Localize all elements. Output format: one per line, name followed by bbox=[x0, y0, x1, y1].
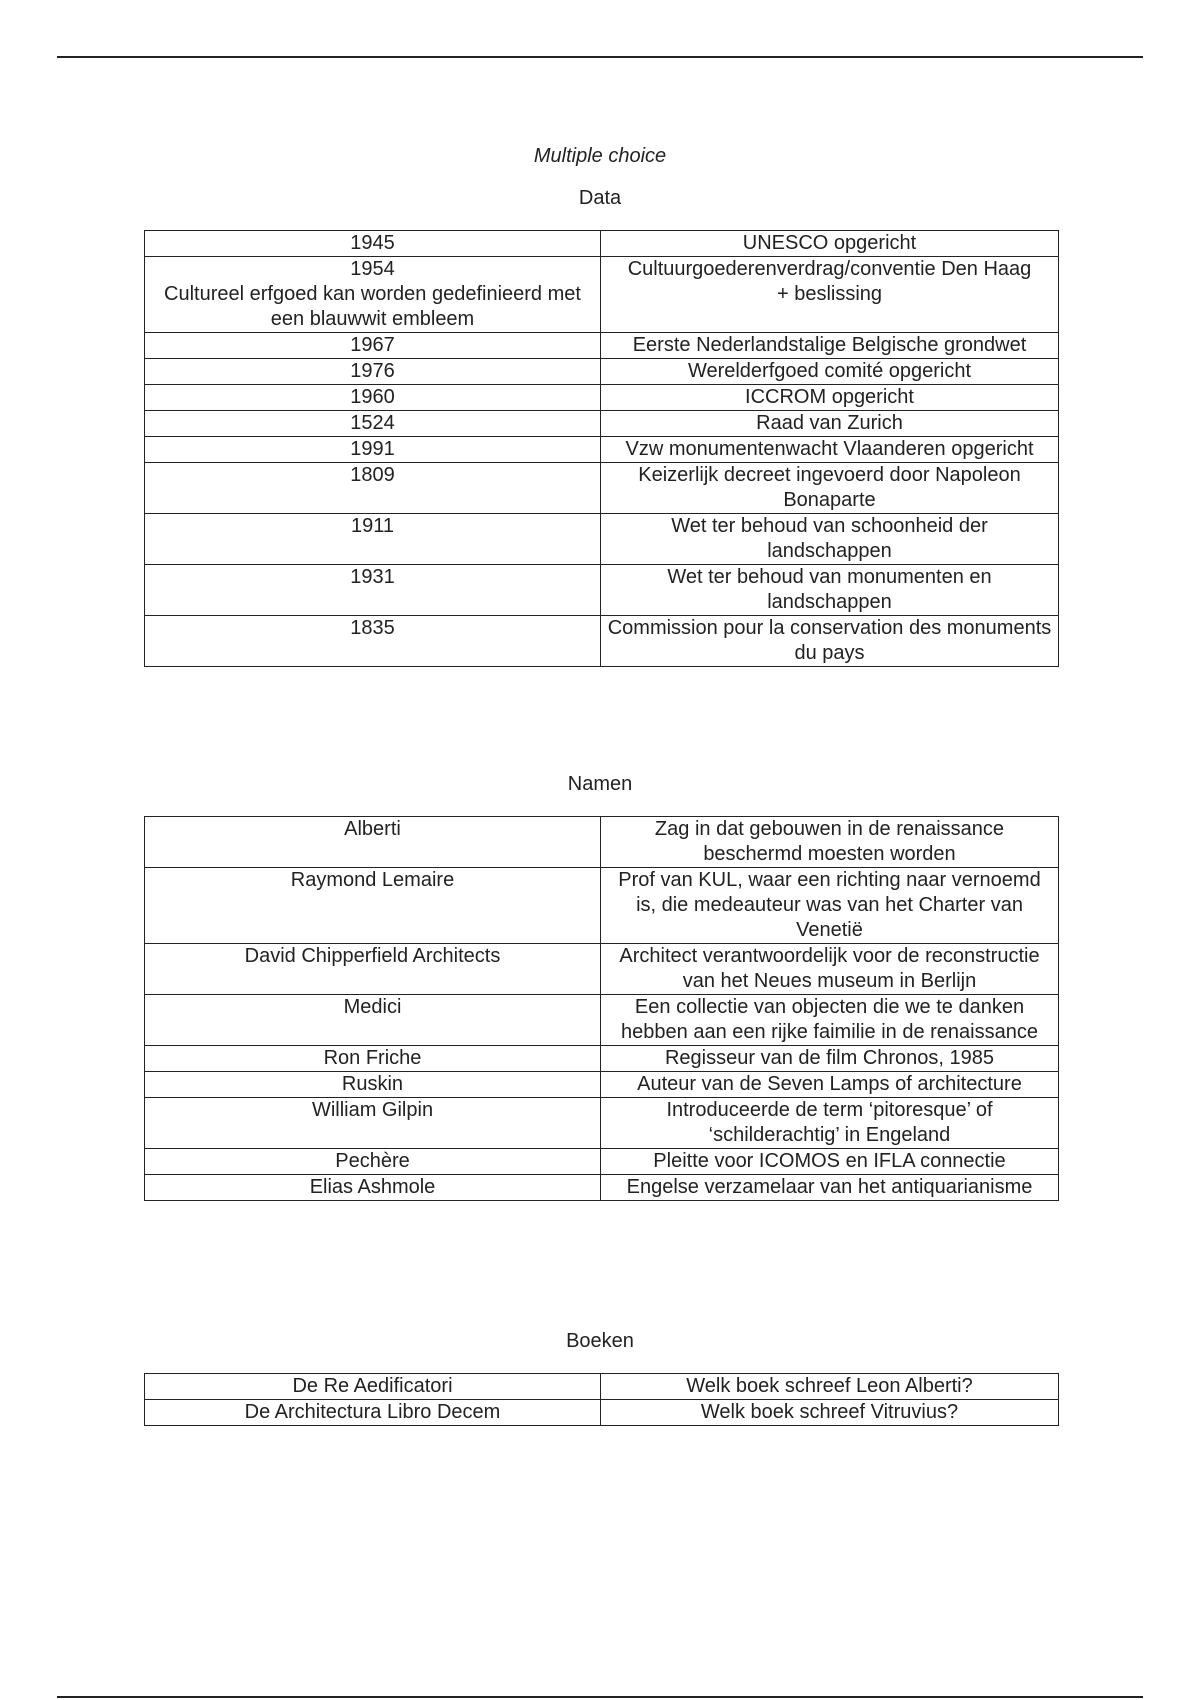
event-cell: Eerste Nederlandstalige Belgische grondwet bbox=[601, 333, 1059, 359]
table-row bbox=[145, 1149, 1059, 1175]
date-cell: 1960 bbox=[145, 385, 601, 411]
question-cell: Welk boek schreef Vitruvius? bbox=[601, 1400, 1059, 1426]
table-row bbox=[145, 944, 1059, 995]
description-cell: Een collectie van objecten die we te danken hebben aan een rijke faimilie in de renaissance bbox=[601, 995, 1059, 1046]
event-cell: Wet ter behoud van monumenten en landschappen bbox=[601, 565, 1059, 616]
table-row bbox=[145, 565, 1059, 616]
question-cell: Welk boek schreef Leon Alberti? bbox=[601, 1374, 1059, 1400]
table-row bbox=[145, 1046, 1059, 1072]
description-cell: Zag in dat gebouwen in de renaissance beschermd moesten worden bbox=[601, 817, 1059, 868]
table-row bbox=[145, 514, 1059, 565]
event-cell: Vzw monumentenwacht Vlaanderen opgericht bbox=[601, 437, 1059, 463]
event-cell: ICCROM opgericht bbox=[601, 385, 1059, 411]
date-cell: 1931 bbox=[145, 565, 601, 616]
description-cell: Engelse verzamelaar van het antiquarianisme bbox=[601, 1175, 1059, 1201]
date-cell: 1835 bbox=[145, 616, 601, 667]
table-row bbox=[145, 995, 1059, 1046]
names-table bbox=[144, 816, 1059, 1201]
table-row bbox=[145, 231, 1059, 257]
name-cell: William Gilpin bbox=[145, 1098, 601, 1149]
date-cell: 1967 bbox=[145, 333, 601, 359]
table-row bbox=[145, 1098, 1059, 1149]
table-row bbox=[145, 333, 1059, 359]
data-table bbox=[144, 230, 1059, 667]
book-title-cell: De Re Aedificatori bbox=[145, 1374, 601, 1400]
date-cell: 1945 bbox=[145, 231, 601, 257]
date-cell: 1991 bbox=[145, 437, 601, 463]
description-cell: Prof van KUL, waar een richting naar vernoemd is, die medeauteur was van het Charter van Venetië bbox=[601, 868, 1059, 944]
event-cell: Werelderfgoed comité opgericht bbox=[601, 359, 1059, 385]
date-cell: 1809 bbox=[145, 463, 601, 514]
table-row bbox=[145, 817, 1059, 868]
table-row bbox=[145, 616, 1059, 667]
table-row bbox=[145, 385, 1059, 411]
section-heading-data: Data bbox=[578, 187, 622, 209]
book-title-cell: De Architectura Libro Decem bbox=[145, 1400, 601, 1426]
table-row bbox=[145, 257, 1059, 333]
name-cell: David Chipperfield Architects bbox=[145, 944, 601, 995]
description-cell: Regisseur van de film Chronos, 1985 bbox=[601, 1046, 1059, 1072]
date-cell: 1911 bbox=[145, 514, 601, 565]
table-row bbox=[145, 1400, 1059, 1426]
date-cell: 1976 bbox=[145, 359, 601, 385]
name-cell: Raymond Lemaire bbox=[145, 868, 601, 944]
event-cell: Raad van Zurich bbox=[601, 411, 1059, 437]
table-row bbox=[145, 1072, 1059, 1098]
description-cell: Auteur van de Seven Lamps of architecture bbox=[601, 1072, 1059, 1098]
name-cell: Pechère bbox=[145, 1149, 601, 1175]
event-cell: Wet ter behoud van schoonheid der landschappen bbox=[601, 514, 1059, 565]
section-heading-boeken: Boeken bbox=[566, 1330, 634, 1352]
name-cell: Alberti bbox=[145, 817, 601, 868]
event-cell: UNESCO opgericht bbox=[601, 231, 1059, 257]
name-cell: Medici bbox=[145, 995, 601, 1046]
event-cell: Keizerlijk decreet ingevoerd door Napoleon Bonaparte bbox=[601, 463, 1059, 514]
description-cell: Pleitte voor ICOMOS en IFLA connectie bbox=[601, 1149, 1059, 1175]
table-row bbox=[145, 411, 1059, 437]
table-row bbox=[145, 463, 1059, 514]
table-row bbox=[145, 868, 1059, 944]
section-heading-namen: Namen bbox=[567, 773, 633, 795]
date-cell: 1954 Cultureel erfgoed kan worden gedefinieerd met een blauwwit embleem bbox=[145, 257, 601, 333]
header-rule bbox=[57, 56, 1143, 58]
table-row bbox=[145, 1374, 1059, 1400]
event-cell: Commission pour la conservation des monuments du pays bbox=[601, 616, 1059, 667]
description-cell: Introduceerde de term ‘pitoresque’ of ‘schilderachtig’ in Engeland bbox=[601, 1098, 1059, 1149]
description-cell: Architect verantwoordelijk voor de reconstructie van het Neues museum in Berlijn bbox=[601, 944, 1059, 995]
table-row bbox=[145, 1175, 1059, 1201]
page-title: Multiple choice bbox=[533, 145, 667, 167]
name-cell: Ruskin bbox=[145, 1072, 601, 1098]
table-row bbox=[145, 437, 1059, 463]
name-cell: Ron Friche bbox=[145, 1046, 601, 1072]
table-row bbox=[145, 359, 1059, 385]
date-cell: 1524 bbox=[145, 411, 601, 437]
footer-rule bbox=[57, 1696, 1143, 1698]
event-cell: Cultuurgoederenverdrag/conventie Den Haag + beslissing bbox=[601, 257, 1059, 333]
books-table bbox=[144, 1373, 1059, 1426]
name-cell: Elias Ashmole bbox=[145, 1175, 601, 1201]
